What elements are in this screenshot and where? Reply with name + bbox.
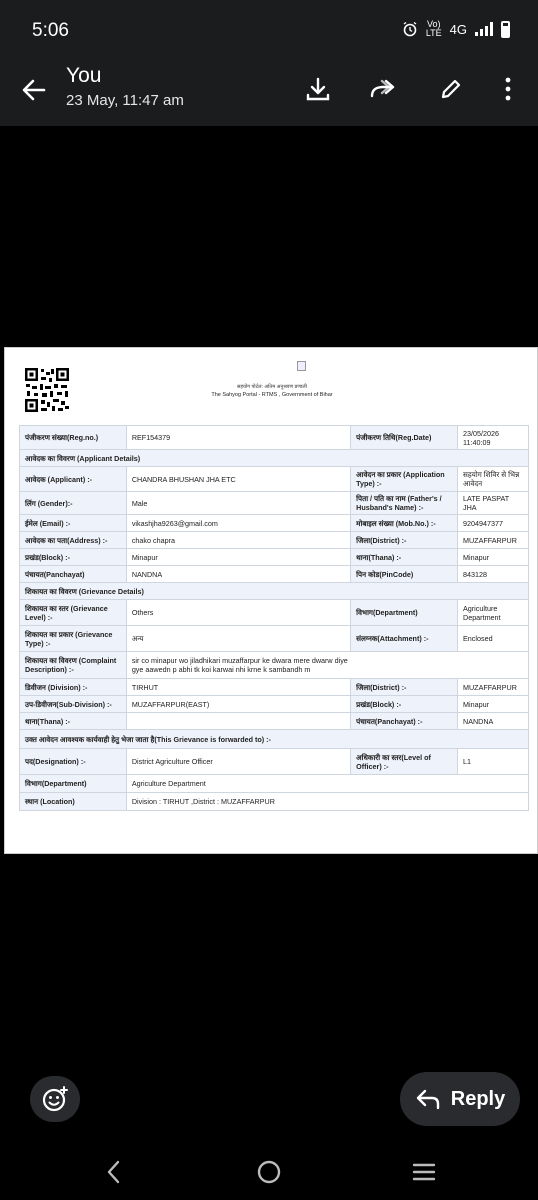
address-value: chako chapra [126, 532, 350, 549]
designation-value: District Agriculture Officer [126, 749, 350, 775]
location-label: स्थान (Location) [20, 793, 127, 811]
applicant-value: CHANDRA BHUSHAN JHA ETC [126, 467, 350, 492]
table-row [20, 515, 529, 532]
district-value: MUZAFFARPUR [458, 532, 529, 549]
reply-label: Reply [450, 1087, 506, 1110]
complaint-label: शिकायत का विवरण (Complaint Description) :- [20, 652, 127, 679]
thana2-label: थाना(Thana) :- [20, 713, 127, 730]
pincode-value: 843128 [458, 566, 529, 583]
reg-no-label: पंजीकरण संख्या(Reg.no.) [20, 426, 127, 450]
reg-no-value: REF154379 [126, 426, 350, 450]
attachment-value: Enclosed [458, 626, 529, 652]
grievance-level-value: Others [126, 600, 350, 626]
location-value: Division : TIRHUT ,District : MUZAFFARPUR [126, 793, 528, 811]
table-row [20, 492, 529, 515]
status-time: 5:06 [32, 20, 69, 41]
thana-label: थाना(Thana) :- [351, 549, 458, 566]
block-label: प्रखंड(Block) :- [20, 549, 127, 566]
nav-home-icon[interactable] [255, 1158, 283, 1186]
signal-icon [475, 22, 493, 36]
table-row [20, 450, 529, 467]
subdivision-value: MUZAFFARPUR(EAST) [126, 696, 350, 713]
sent-timestamp: 23 May, 11:47 am [66, 92, 184, 109]
attachment-label: संलग्नक(Attachment) :- [351, 626, 458, 652]
forward-section-title: उक्त आवेदन आवश्यक कार्यवाही हेतु भेजा जाता है(This Grievance is forwarded to) :- [20, 730, 529, 749]
complaint-value: sir co minapur wo jiladhikari muzaffarpur ke dwara mere dwarw diye gye aawedn p abhi tk koi karwai nhi krne k sambandh m [126, 652, 528, 679]
portal-title-hindi: सहयोग पोर्टल: अतिम अनुश्रवण प्रणाली [237, 384, 307, 390]
district2-label: जिला(District) :- [351, 679, 458, 696]
reply-button[interactable] [400, 1072, 520, 1126]
thana2-value [126, 713, 350, 730]
gender-label: लिंग (Gender):- [20, 492, 127, 515]
email-label: ईमेल (Email) :- [20, 515, 127, 532]
add-emoji-icon [41, 1085, 69, 1113]
message-header [66, 64, 184, 109]
system-nav-bar [0, 1148, 538, 1200]
network-type: 4G [449, 21, 467, 37]
table-row [20, 549, 529, 566]
app-bar [0, 60, 538, 126]
department-label: विभाग(Department) [351, 600, 458, 626]
grievance-type-label: शिकायत का प्रकार (Grievance Type) :- [20, 626, 127, 652]
qr-code-icon [24, 367, 70, 413]
father-label: पिता / पति का नाम (Father's / Husband's Name) :- [351, 492, 458, 515]
reg-date-value: 23/05/2026 11:40:09 [458, 426, 529, 450]
mobile-value: 9204947377 [458, 515, 529, 532]
table-row [20, 532, 529, 549]
department2-value: Agriculture Department [126, 775, 528, 793]
document-image[interactable] [4, 347, 538, 854]
district2-value: MUZAFFARPUR [458, 679, 529, 696]
battery-icon [501, 21, 510, 38]
volte-bottom: LTE [425, 28, 442, 38]
father-value: LATE PASPAT JHA [458, 492, 529, 515]
address-label: आवेदक का पता(Address) :- [20, 532, 127, 549]
division-value: TIRHUT [126, 679, 350, 696]
applicant-label: आवेदक (Applicant) :- [20, 467, 127, 492]
department-value: Agriculture Department [458, 600, 529, 626]
mobile-label: मोबाइल संख्या (Mob.No.) :- [351, 515, 458, 532]
grievance-table [19, 425, 529, 811]
sender-name: You [66, 64, 102, 87]
table-row [20, 467, 529, 492]
panchayat-label: पंचायत(Panchayat) [20, 566, 127, 583]
table-row [20, 749, 529, 775]
status-icons [402, 20, 510, 38]
department2-label: विभाग(Department) [20, 775, 127, 793]
table-row [20, 679, 529, 696]
nav-recents-icon[interactable] [410, 1158, 438, 1186]
table-row [20, 600, 529, 626]
grievance-type-value: अन्य [126, 626, 350, 652]
officer-level-value: L1 [458, 749, 529, 775]
table-row [20, 696, 529, 713]
broken-image-icon [297, 361, 306, 371]
panchayat-value: NANDNA [126, 566, 350, 583]
edit-icon[interactable] [436, 74, 466, 104]
forward-icon[interactable] [368, 74, 398, 104]
block2-label: प्रखंड(Block) :- [351, 696, 458, 713]
table-row [20, 730, 529, 749]
officer-level-label: अधिकारी का स्तर(Level of Officer) :- [351, 749, 458, 775]
app-type-value: सहयोग शिविर से भिन्न आवेदन [458, 467, 529, 492]
volte-indicator [426, 20, 442, 38]
app-type-label: आवेदन का प्रकार (Application Type) :- [351, 467, 458, 492]
email-value: vikashjha9263@gmail.com [126, 515, 350, 532]
panchayat2-label: पंचायत(Panchayat) :- [351, 713, 458, 730]
back-arrow-icon[interactable] [18, 74, 50, 106]
volte-top: Vo) [426, 19, 441, 29]
table-row [20, 566, 529, 583]
district-label: जिला(District) :- [351, 532, 458, 549]
gender-value: Male [126, 492, 350, 515]
add-emoji-button[interactable] [30, 1076, 80, 1122]
block-value: Minapur [126, 549, 350, 566]
panchayat2-value: NANDNA [458, 713, 529, 730]
table-row [20, 426, 529, 450]
designation-label: पद(Designation) :- [20, 749, 127, 775]
table-row [20, 775, 529, 793]
pincode-label: पिन कोड(PinCode) [351, 566, 458, 583]
nav-back-icon[interactable] [100, 1158, 128, 1186]
division-label: डिवीजन (Division) :- [20, 679, 127, 696]
block2-value: Minapur [458, 696, 529, 713]
thana-value: Minapur [458, 549, 529, 566]
table-row [20, 713, 529, 730]
applicant-section-title: आवेदक का विवरण (Applicant Details) [20, 450, 529, 467]
alarm-icon [402, 21, 418, 37]
table-row [20, 793, 529, 811]
portal-title-english: The Sahyog Portal - RTMS , Government of Bihar [211, 392, 333, 398]
subdivision-label: उप-डिवीजन(Sub-Division) :- [20, 696, 127, 713]
status-bar [0, 0, 538, 60]
reply-icon [415, 1088, 441, 1110]
grievance-section-title: शिकायत का विवरण (Grievance Details) [20, 583, 529, 600]
more-vert-icon[interactable] [493, 74, 523, 104]
table-row [20, 652, 529, 679]
grievance-level-label: शिकायत का स्तर (Grievance Level) :- [20, 600, 127, 626]
table-row [20, 626, 529, 652]
table-row [20, 583, 529, 600]
download-icon[interactable] [303, 74, 333, 104]
reg-date-label: पंजीकरण तिथि(Reg.Date) [351, 426, 458, 450]
